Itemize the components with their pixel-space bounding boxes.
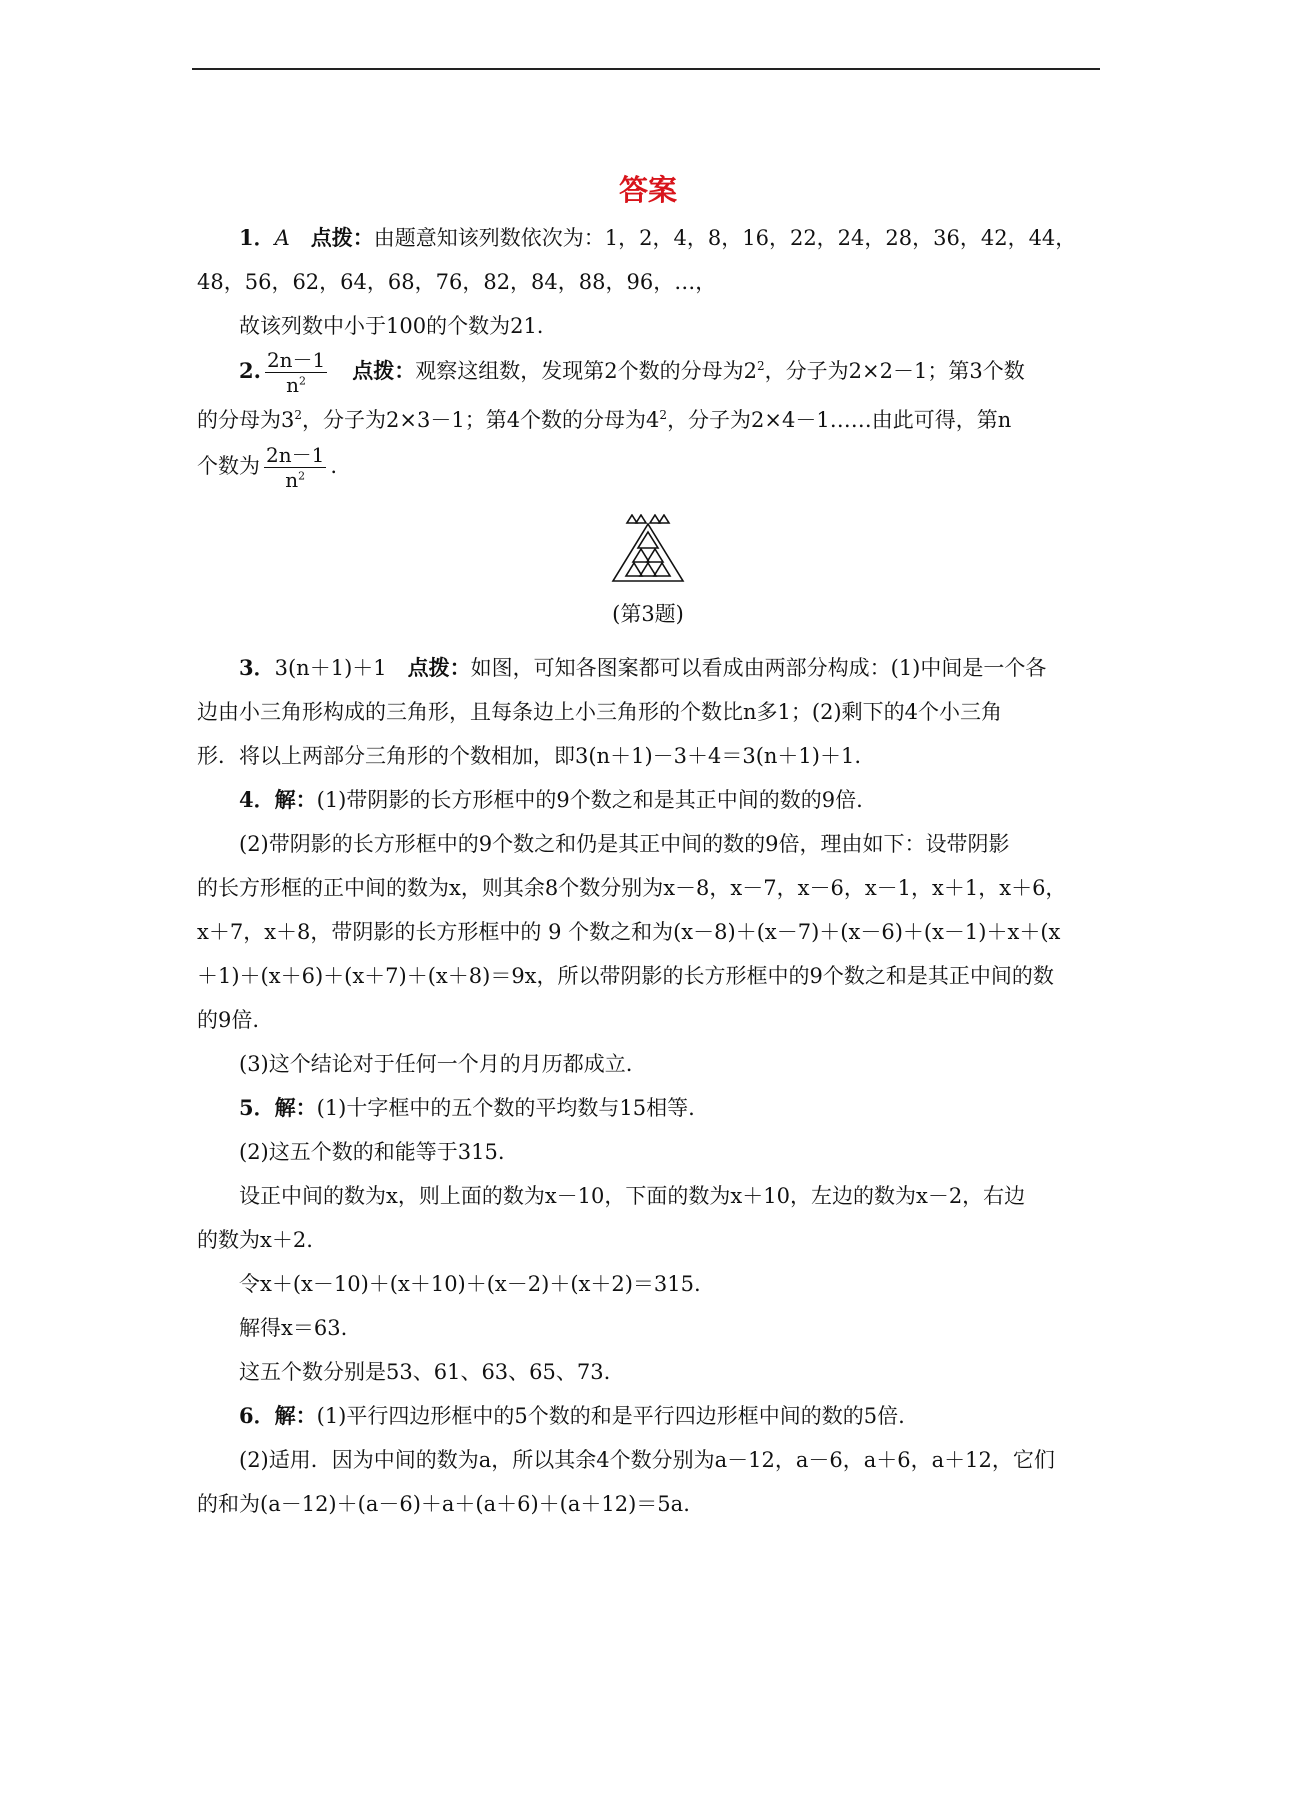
- header-rule: [192, 68, 1100, 70]
- q4-p1: 4．解：(1)带阴影的长方形框中的9个数之和是其正中间的数的9倍.: [239, 787, 863, 812]
- q1-tip-label: 点拨：: [310, 225, 374, 250]
- q3-number: 3．: [239, 655, 275, 680]
- q4-number: 4．: [239, 787, 275, 812]
- q5-solution-label: 解：: [274, 1095, 317, 1120]
- q4-p3: (3)这个结论对于任何一个月的月历都成立.: [239, 1052, 633, 1076]
- q3-answer: 3(n＋1)＋1: [274, 656, 387, 680]
- triangle-figure: [197, 514, 1099, 584]
- q2-number: 2.: [239, 358, 261, 383]
- q4-p2-line3: x＋7，x＋8，带阴影的长方形框中的 9 个数之和为(x－8)＋(x－7)＋(x－6)＋(x－1)＋x＋(x: [197, 920, 1061, 944]
- q4-p2-line1: (2)带阴影的长方形框中的9个数之和仍是其正中间的数的9倍，理由如下：设带阴影: [239, 832, 1010, 856]
- q5-p1: 5．解：(1)十字框中的五个数的平均数与15相等.: [239, 1095, 695, 1120]
- q4-p2-line5: 的9倍.: [197, 1008, 260, 1032]
- q1-line2: 48，56，62，64，68，76，82，84，88，96，…，: [197, 270, 717, 294]
- q5-number: 5．: [239, 1095, 275, 1120]
- q2-tip-label: 点拨：: [352, 358, 416, 383]
- q1-answer: A: [274, 226, 290, 250]
- q2-line2: 的分母为$3^2$，分子为2×3－1；第4个数的分母为$4^2$，分子为2×4－1……由此可得，第n: [197, 408, 1012, 432]
- q6-p2-line1: (2)适用．因为中间的数为a，所以其余4个数分别为a－12，a－6，a＋6，a＋12，它们: [239, 1448, 1055, 1472]
- figure-caption: (第3题): [612, 602, 684, 626]
- q5-p4: 令x＋(x－10)＋(x＋10)＋(x－2)＋(x＋2)＝315.: [239, 1272, 701, 1296]
- q1-line1: [197, 216, 1099, 260]
- q5-p5: 解得x＝63.: [239, 1316, 348, 1340]
- q3-tip-label: 点拨：: [407, 655, 471, 680]
- q5-p2: (2)这五个数的和能等于315.: [239, 1140, 505, 1164]
- q5-p3-line2: 的数为x＋2.: [197, 1228, 313, 1252]
- q1-text: 由题意知该列数依次为：1，2，4，8，16，22，24，28，36，42，44，: [373, 226, 1077, 250]
- q3-line1: 3．3(n＋1)＋1 点拨：如图，可知各图案都可以看成由两部分构成：(1)中间是一个各: [239, 655, 1047, 680]
- q2-frac-numerator: 2n－1: [266, 348, 326, 372]
- q4-p2-line4: ＋1)＋(x＋6)＋(x＋7)＋(x＋8)＝9x，所以带阴影的长方形框中的9个数之和是其正中间的数: [197, 964, 1054, 988]
- page-title: 答案: [618, 173, 677, 207]
- q4-p2-line2: 的长方形框的正中间的数为x，则其余8个数分别为x－8，x－7，x－6，x－1，x＋1，x＋6，: [197, 876, 1067, 900]
- q2-answer-fraction: [265, 348, 327, 397]
- q2-line1: 2. $\frac{2n-1}{n^2}$ 点拨：观察这组数，发现第2个数的分母为$2^2$，分子为2×2－1；第3个数: [239, 348, 1025, 397]
- q6-number: 6．: [239, 1403, 275, 1428]
- q1-conclusion: 故该列数中小于100的个数为21.: [239, 314, 544, 338]
- q3-line2: 边由小三角形构成的三角形，且每条边上小三角形的个数比n多1；(2)剩下的4个小三角: [197, 700, 1002, 724]
- q4-solution-label: 解：: [274, 787, 317, 812]
- q5-p6: 这五个数分别是53、61、63、65、73.: [239, 1360, 611, 1384]
- q5-p3-line1: 设正中间的数为x，则上面的数为x－10，下面的数为x＋10，左边的数为x－2，右边: [239, 1184, 1026, 1208]
- q2-nth-fraction: $\frac{2n-1}{n^2}$: [266, 443, 325, 492]
- q6-p2-line2: 的和为(a－12)＋(a－6)＋a＋(a＋6)＋(a＋12)＝5a.: [197, 1492, 690, 1516]
- q2-line3: 个数为 $\frac{2n-1}{n^2}$ .: [197, 443, 338, 492]
- triangle-pattern-icon: [611, 514, 685, 584]
- answer-content: [197, 170, 1099, 1526]
- q2-frac-denominator: $n^2$: [286, 373, 307, 397]
- q6-p1: 6．解：(1)平行四边形框中的5个数的和是平行四边形框中间的数的5倍.: [239, 1403, 905, 1428]
- q1-number: 1．: [239, 225, 275, 250]
- q6-solution-label: 解：: [274, 1403, 317, 1428]
- q3-line3: 形．将以上两部分三角形的个数相加，即3(n＋1)－3＋4＝3(n＋1)＋1.: [197, 744, 862, 768]
